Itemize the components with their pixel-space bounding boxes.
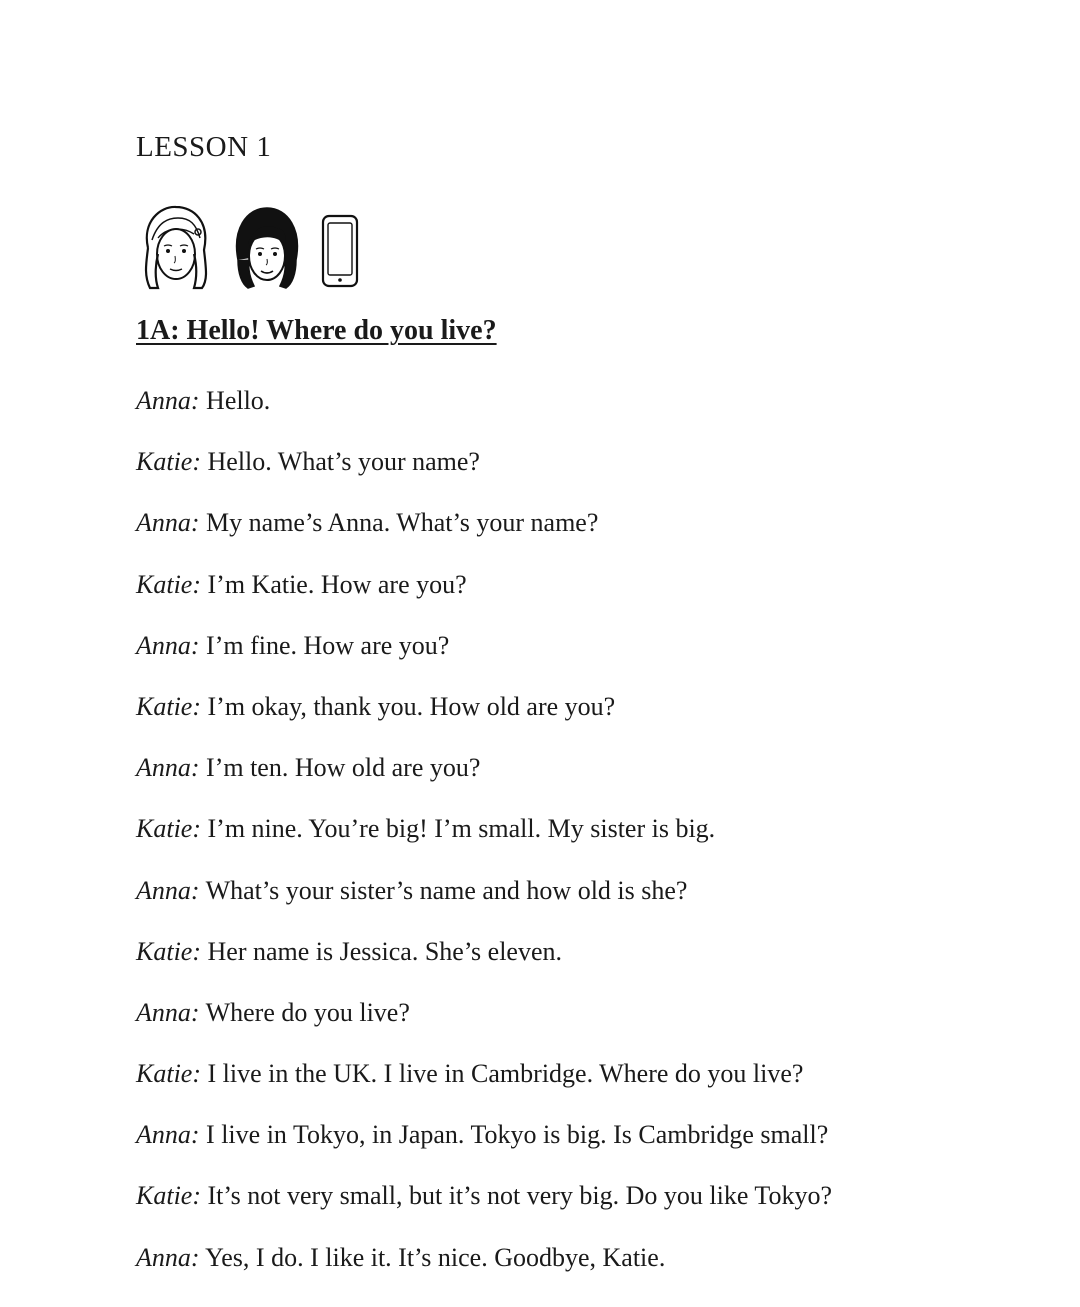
- speaker-name: Anna:: [136, 875, 200, 905]
- dialogue-line: [136, 750, 1036, 811]
- dialogue-text: I’m ten. How old are you?: [206, 753, 481, 783]
- dialogue-text: I’m nine. You’re big! I’m small. My sister is big.: [207, 814, 716, 844]
- speaker-name: Katie:: [136, 691, 201, 721]
- girl-anna-portrait-icon: [138, 204, 214, 290]
- section-title: 1A: Hello! Where do you live?: [136, 315, 497, 346]
- speaker-name: Anna:: [136, 1120, 200, 1150]
- dialogue-line: [136, 873, 1036, 934]
- speaker-name: Anna:: [136, 1242, 200, 1272]
- dialogue-text: Hello. What’s your name?: [207, 447, 480, 477]
- dialogue-list: [136, 383, 1036, 1301]
- girl-katie-portrait-icon: [232, 204, 302, 290]
- dialogue-line: [136, 1178, 1036, 1239]
- lesson-title: LESSON 1: [136, 131, 272, 163]
- dialogue-text: Her name is Jessica. She’s eleven.: [207, 936, 563, 966]
- character-illustrations: [136, 204, 376, 294]
- dialogue-line: [136, 689, 1036, 750]
- speaker-name: Katie:: [136, 936, 201, 966]
- dialogue-line: [136, 995, 1036, 1056]
- dialogue-text: Hello.: [206, 386, 271, 415]
- speaker-name: Katie:: [136, 1181, 201, 1211]
- dialogue-text: I live in the UK. I live in Cambridge. Where do you live?: [207, 1059, 804, 1089]
- dialogue-text: It’s not very small, but it’s not very big. Do you like Tokyo?: [207, 1181, 833, 1211]
- dialogue-line: [136, 934, 1036, 995]
- dialogue-line: [136, 567, 1036, 628]
- speaker-name: Katie:: [136, 569, 201, 599]
- dialogue-text: My name’s Anna. What’s your name?: [206, 508, 599, 538]
- dialogue-text: I’m fine. How are you?: [206, 630, 450, 660]
- speaker-name: Anna:: [136, 508, 200, 538]
- speaker-name: Katie:: [136, 814, 201, 844]
- dialogue-line: [136, 811, 1036, 872]
- dialogue-text: Where do you live?: [205, 997, 410, 1027]
- speaker-name: Katie:: [136, 447, 201, 477]
- smartphone-icon: [320, 204, 360, 290]
- speaker-name: Anna:: [136, 630, 200, 660]
- dialogue-text: I live in Tokyo, in Japan. Tokyo is big. Is Cambridge small?: [206, 1120, 829, 1150]
- dialogue-line: [136, 444, 1036, 505]
- speaker-name: Anna:: [136, 997, 200, 1027]
- dialogue-text: I’m okay, thank you. How old are you?: [207, 691, 616, 721]
- dialogue-text: What’s your sister’s name and how old is she?: [205, 875, 688, 905]
- dialogue-line: [136, 628, 1036, 689]
- dialogue-line: [136, 383, 1036, 444]
- dialogue-line: [136, 1240, 1036, 1301]
- speaker-name: Anna:: [136, 386, 200, 415]
- dialogue-text: Yes, I do. I like it. It’s nice. Goodbye, Katie.: [205, 1242, 666, 1272]
- dialogue-line: [136, 1117, 1036, 1178]
- dialogue-line: [136, 1056, 1036, 1117]
- speaker-name: Anna:: [136, 753, 200, 783]
- dialogue-line: [136, 505, 1036, 566]
- dialogue-text: I’m Katie. How are you?: [207, 569, 467, 599]
- speaker-name: Katie:: [136, 1059, 201, 1089]
